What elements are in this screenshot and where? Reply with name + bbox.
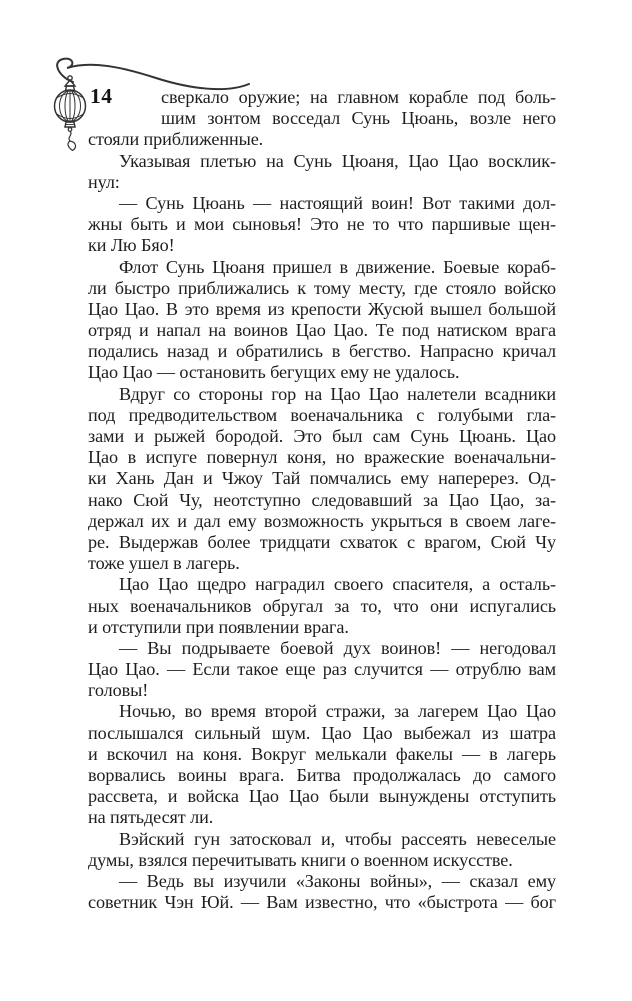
text-line: ных военачальников обругал за то, что они испугались bbox=[88, 595, 556, 616]
text-line: держал их и дал ему возможность укрыться в своем лаге- bbox=[88, 510, 556, 531]
paragraph bbox=[88, 151, 556, 193]
text-line: нул: bbox=[88, 171, 120, 192]
body-text bbox=[88, 87, 556, 913]
paragraph bbox=[88, 638, 556, 702]
paragraph bbox=[88, 829, 556, 871]
text-line: Цао Цао. В это время из крепости Жусюй вышел большой bbox=[88, 298, 556, 319]
text-line: зами и рыжей бородой. Это был сам Сунь Цюань. Цао bbox=[88, 426, 556, 446]
text-line: Цао Цао — остановить бегущих ему не удалось. bbox=[88, 362, 460, 383]
paragraph bbox=[88, 701, 556, 828]
text-line: — Вы подрываете боевой дух воинов! — негодовал bbox=[119, 637, 556, 658]
text-line: ки Хань Дан и Чжоу Тай помчались ему наперерез. Од- bbox=[88, 468, 556, 489]
text-line: ворвались воины врага. Битва продолжалась до самого bbox=[88, 765, 556, 785]
paragraph bbox=[88, 871, 556, 913]
text-line: — Ведь вы изучили «Законы войны», — сказал ему bbox=[119, 870, 556, 891]
text-line: Цао Цао щедро наградил своего спасителя, а осталь- bbox=[119, 574, 556, 595]
paragraph bbox=[88, 384, 556, 575]
text-line: и отступили при появлении врага. bbox=[88, 616, 349, 637]
text-line: отряд и напал на воинов Цао Цао. Те под натиском врага bbox=[88, 320, 556, 341]
paragraph bbox=[88, 574, 556, 638]
page-number: 14 bbox=[90, 84, 113, 108]
text-line: ре. Выдержав более тридцати схваток с врагом, Сюй Чу bbox=[88, 531, 556, 552]
text-line: Указывая плетью на Сунь Цюаня, Цао Цао восклик- bbox=[119, 150, 556, 171]
text-line: Вдруг со стороны гор на Цао Цао налетели всадники bbox=[119, 383, 556, 404]
text-line: шим зонтом восседал Сунь Цюань, возле него bbox=[161, 108, 556, 129]
text-line: Цао в испуге повернул коня, но вражеские военачальни- bbox=[88, 447, 556, 468]
text-line: под предводительством военачальника с голубыми гла- bbox=[88, 404, 556, 425]
text-line: жны быть и мои сыновья! Это не то что паршивые щен- bbox=[88, 214, 556, 235]
text-line: тоже ушел в лагерь. bbox=[88, 553, 240, 574]
text-line: послышался сильный шум. Цао Цао выбежал из шатра bbox=[88, 722, 556, 743]
text-line: — Сунь Цюань — настоящий воин! Вот такими дол- bbox=[119, 192, 556, 213]
text-line: сверкало оружие; на главном корабле под боль- bbox=[161, 87, 556, 107]
text-line: стояли приближенные. bbox=[88, 129, 264, 150]
text-line: головы! bbox=[88, 680, 149, 701]
text-line: ки Лю Бяо! bbox=[88, 235, 175, 256]
paragraph bbox=[88, 193, 556, 257]
text-line: нако Сюй Чу, неотступно следовавший за Цао Цао, за- bbox=[88, 489, 556, 510]
text-line: на пятьдесят ли. bbox=[88, 807, 214, 828]
text-line: и вскочил на коня. Вокруг мелькали факелы — в лагерь bbox=[88, 743, 556, 764]
text-line: Вэйский гун затосковал и, чтобы рассеять невеселые bbox=[119, 828, 556, 849]
paragraph bbox=[88, 87, 556, 151]
text-line: Флот Сунь Цюаня пришел в движение. Боевые кораб- bbox=[119, 256, 556, 277]
text-line: Ночью, во время второй стражи, за лагерем Цао Цао bbox=[119, 701, 556, 722]
text-line: подались назад и обратились в бегство. Напрасно кричал bbox=[88, 341, 556, 362]
text-line: рассвета, и войска Цао Цао были вынуждены отступить bbox=[88, 786, 556, 807]
paragraph bbox=[88, 257, 556, 384]
text-line: думы, взялся перечитывать книги о военном искусстве. bbox=[88, 849, 513, 870]
text-line: Цао Цао. — Если такое еще раз случится — отрублю вам bbox=[88, 659, 556, 680]
text-line: советник Чэн Юй. — Вам известно, что «быстрота — бог bbox=[88, 892, 556, 913]
text-line: ли быстро приближались к тому месту, где стояло войско bbox=[88, 277, 556, 298]
